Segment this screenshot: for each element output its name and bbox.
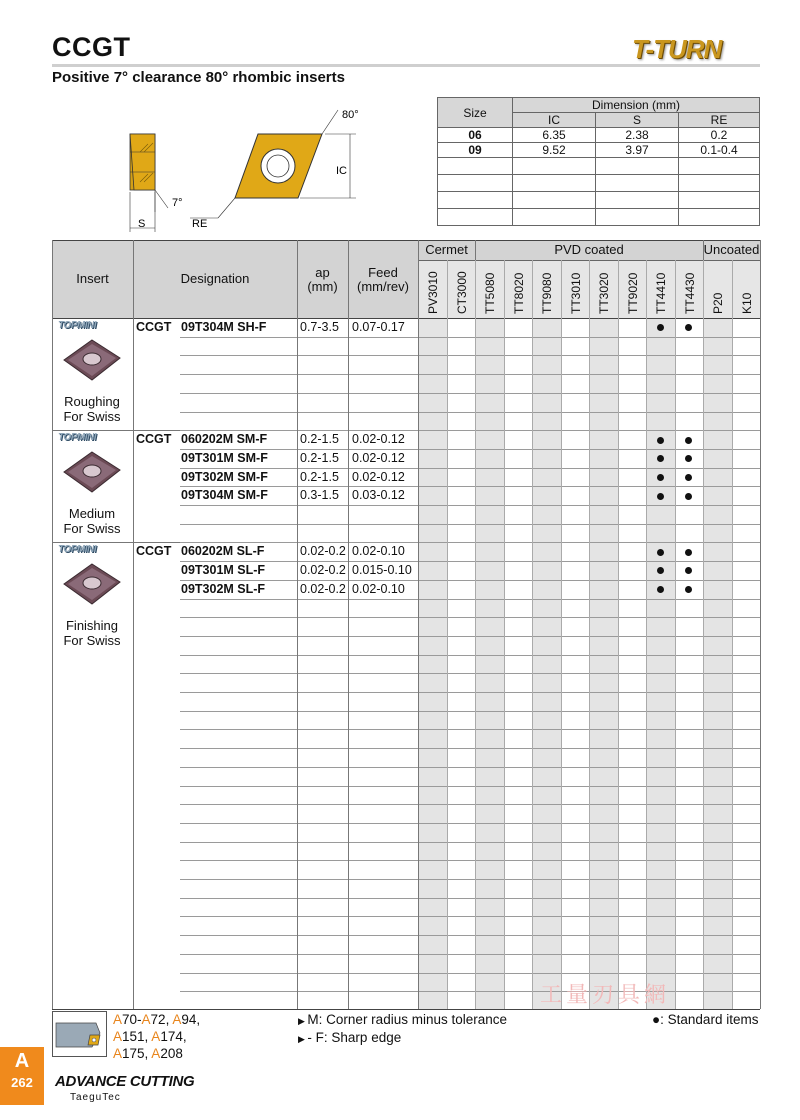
- ap-header: ap (mm): [307, 265, 338, 294]
- page-number: 262: [11, 1075, 33, 1090]
- topmini-badge: TOPMINI: [58, 432, 96, 444]
- page-tab: [0, 1047, 44, 1105]
- designation: 09T304M SM-F: [181, 488, 268, 503]
- standard-item-dot: [685, 455, 692, 462]
- designation-header: Designation: [180, 271, 250, 286]
- table-row: [438, 143, 760, 158]
- feed-value: 0.02-0.10: [352, 581, 405, 596]
- ap-value: 0.2-1.5: [300, 469, 339, 484]
- row-line: [180, 355, 760, 356]
- label-7deg: 7°: [172, 197, 183, 209]
- feed-value: 0.07-0.17: [352, 320, 405, 334]
- row-line: [180, 898, 760, 899]
- grade-header-tt9080: TT9080: [540, 272, 554, 314]
- topmini-badge: TOPMINI: [58, 320, 96, 331]
- row-line: [180, 748, 760, 749]
- feed-value: 0.015-0.10: [352, 563, 412, 578]
- note-f: ▶ - F: Sharp edge: [298, 1030, 402, 1045]
- top-view: [190, 110, 356, 218]
- column-line: [297, 240, 298, 1009]
- column-stripe: [475, 318, 504, 1009]
- column-line: [760, 240, 761, 1009]
- feed-value: 0.02-0.12: [352, 450, 405, 465]
- row-line: [180, 542, 760, 543]
- grade-header-tt4410: TT4410: [654, 272, 668, 314]
- designation: 09T302M SM-F: [181, 469, 268, 484]
- grade-column-line: [646, 260, 647, 1009]
- column-line: [418, 240, 419, 1009]
- legend-standard-items: ●: Standard items: [652, 1012, 759, 1027]
- grade-header-tt4430: TT4430: [682, 272, 697, 314]
- row-line: [180, 636, 760, 637]
- table-bottom-rule: [52, 1009, 760, 1010]
- uncoated-header: Uncoated: [703, 242, 760, 257]
- ap-value: 0.2-1.5: [300, 432, 339, 447]
- grade-column-line: [532, 260, 533, 1009]
- standard-item-dot: [657, 493, 664, 500]
- standard-item-dot: [657, 549, 664, 556]
- insert-photo-icon: [60, 560, 124, 608]
- row-line: [180, 337, 760, 338]
- standard-item-dot: [685, 474, 692, 481]
- column-line: [133, 240, 134, 1009]
- designation: 09T302M SL-F: [181, 581, 266, 596]
- label-ic: IC: [336, 165, 347, 177]
- label-80deg: 80°: [342, 109, 359, 121]
- grade-column-line: [703, 260, 704, 1009]
- dim-size: 06: [438, 128, 513, 143]
- grade-column-line: [475, 260, 476, 1009]
- row-line: [180, 991, 760, 992]
- insert-photo-icon: [60, 336, 124, 384]
- watermark: 工量刃具網: [540, 982, 671, 1007]
- row-line: [180, 393, 760, 394]
- row-line: [180, 916, 760, 917]
- grade-header-pv3010: PV3010: [426, 271, 440, 314]
- t-turn-logo: T-TURN: [632, 34, 722, 64]
- dimension-table: [437, 97, 760, 226]
- row-line: [180, 879, 760, 880]
- feed-value: 0.02-0.12: [352, 469, 405, 484]
- column-stripe: [532, 318, 561, 1009]
- standard-item-dot: [685, 549, 692, 556]
- dim-ic: 6.35: [513, 128, 596, 143]
- row-line: [180, 617, 760, 618]
- dim-re: 0.2: [679, 128, 760, 143]
- standard-item-dot: [685, 324, 692, 331]
- standard-item-dot: [685, 493, 692, 500]
- column-line: [348, 240, 349, 1009]
- standard-item-dot: [657, 437, 664, 444]
- dimension-header: Dimension (mm): [513, 98, 760, 113]
- grade-header-tt3010: TT3010: [568, 272, 583, 314]
- feed-header: Feed (mm/rev): [357, 265, 409, 294]
- designation-prefix: CCGT: [136, 320, 172, 334]
- grade-header-tt8020: TT8020: [511, 272, 526, 314]
- grade-column-line: [589, 260, 590, 1009]
- topmini-badge: TOPMINI: [58, 544, 96, 556]
- row-line: [180, 860, 760, 861]
- row-line: [180, 505, 760, 506]
- row-line: [180, 561, 760, 562]
- standard-item-dot: [685, 437, 692, 444]
- col-ic: IC: [513, 113, 596, 128]
- row-line: [180, 599, 760, 600]
- row-line: [180, 935, 760, 936]
- designation: 060202M SM-F: [181, 432, 268, 447]
- row-line: [180, 692, 760, 693]
- row-line: [180, 823, 760, 824]
- row-line: [180, 673, 760, 674]
- grade-column-line: [504, 260, 505, 1009]
- grade-column-line: [732, 260, 733, 1009]
- designation-prefix: CCGT: [136, 432, 172, 447]
- row-line: [180, 729, 760, 730]
- reference-line: A175, A208: [113, 1046, 183, 1061]
- standard-item-dot: [657, 586, 664, 593]
- dim-s: 2.38: [596, 128, 679, 143]
- page-title: CCGT: [52, 32, 131, 62]
- row-line: [180, 655, 760, 656]
- taegutec-logo: TaeguTec: [70, 1092, 121, 1103]
- row-line: [180, 412, 760, 413]
- reference-line: A151, A174,: [113, 1029, 187, 1044]
- table-top-rule: [52, 240, 760, 241]
- page-letter: A: [14, 1050, 30, 1072]
- row-line: [180, 954, 760, 955]
- feed-value: 0.02-0.12: [352, 432, 405, 447]
- feed-value: 0.03-0.12: [352, 488, 405, 503]
- toolholder-icon: [52, 1011, 107, 1057]
- ap-value: 0.02-0.2: [300, 563, 346, 578]
- product-table: [52, 240, 760, 1009]
- page-references: [113, 1011, 200, 1062]
- dim-ic: 9.52: [513, 143, 596, 158]
- dim-s: 3.97: [596, 143, 679, 158]
- dim-re: 0.1-0.4: [679, 143, 760, 158]
- page-subtitle: Positive 7° clearance 80° rhombic inserts: [52, 69, 345, 86]
- size-header: Size: [438, 98, 513, 128]
- table-row: [438, 128, 760, 143]
- triangle-bullet-icon: ▶: [298, 1034, 308, 1044]
- grade-header-tt3020: TT3020: [597, 272, 611, 314]
- grade-column-line: [447, 260, 448, 1009]
- triangle-bullet-icon: ▶: [298, 1016, 308, 1026]
- designation: 09T301M SL-F: [181, 563, 266, 578]
- side-view: [130, 134, 168, 232]
- insert-group-name: Roughing For Swiss: [63, 394, 121, 424]
- grade-column-line: [561, 260, 562, 1009]
- row-line: [180, 374, 760, 375]
- label-s: S: [138, 218, 146, 230]
- feed-value: 0.02-0.10: [352, 544, 405, 559]
- grade-header-k10: K10: [739, 292, 754, 314]
- grade-header-tt5080: TT5080: [483, 272, 497, 314]
- grade-header-tt9020: TT9020: [625, 272, 640, 314]
- row-line: [180, 580, 760, 581]
- col-re: RE: [679, 113, 760, 128]
- grade-header-p20: P20: [711, 292, 725, 314]
- row-line: [180, 524, 760, 525]
- column-stripe: [418, 318, 447, 1009]
- reference-line: A70-A72, A94,: [113, 1012, 201, 1027]
- designation: 09T304M SH-F: [181, 320, 267, 334]
- grade-column-line: [618, 260, 619, 1009]
- designation: 060202M SL-F: [181, 544, 265, 559]
- ap-value: 0.02-0.2: [300, 581, 346, 596]
- standard-item-dot: [657, 474, 664, 481]
- standard-item-dot: [657, 455, 664, 462]
- column-stripe: [646, 318, 675, 1009]
- row-line: [180, 842, 760, 843]
- grade-column-line: [675, 260, 676, 1009]
- ap-value: 0.02-0.2: [300, 544, 346, 559]
- advance-cutting-logo: ADVANCE CUTTING: [55, 1073, 195, 1090]
- column-stripe: [703, 318, 732, 1009]
- insert-photo-icon: [60, 448, 124, 496]
- insert-group-name: Medium For Swiss: [63, 506, 121, 537]
- col-s: S: [596, 113, 679, 128]
- standard-item-dot: [685, 586, 692, 593]
- dim-size: 09: [438, 143, 513, 158]
- row-line: [180, 804, 760, 805]
- note-m: ▶ M: Corner radius minus tolerance: [298, 1012, 508, 1027]
- ap-value: 0.2-1.5: [300, 450, 339, 465]
- pvd-header: PVD coated: [554, 242, 624, 257]
- designation: 09T301M SM-F: [181, 450, 268, 465]
- ap-value: 0.7-3.5: [300, 320, 339, 334]
- insert-drawing: [120, 100, 370, 235]
- insert-header: Insert: [76, 271, 109, 286]
- row-line: [180, 786, 760, 787]
- cermet-header: Cermet: [425, 242, 468, 257]
- designation-prefix: CCGT: [136, 544, 172, 559]
- grade-header-ct3000: CT3000: [454, 271, 469, 314]
- standard-item-dot: [685, 567, 692, 574]
- ap-value: 0.3-1.5: [300, 488, 339, 503]
- label-re: RE: [192, 218, 208, 230]
- row-line: [180, 767, 760, 768]
- row-line: [180, 711, 760, 712]
- column-stripe: [589, 318, 618, 1009]
- insert-group-name: Finishing For Swiss: [63, 618, 121, 649]
- row-line: [180, 973, 760, 974]
